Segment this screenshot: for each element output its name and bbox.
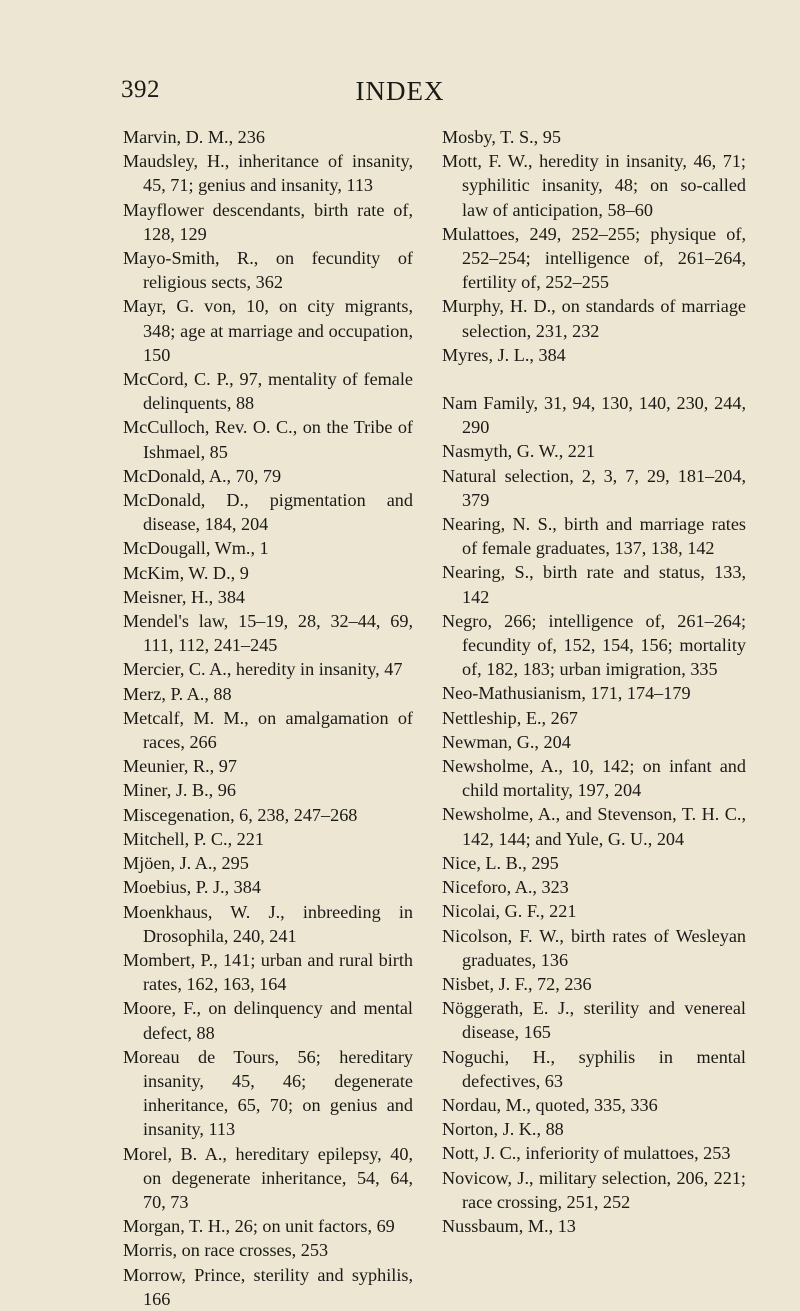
index-entry: McDougall, Wm., 1 (123, 538, 269, 559)
index-entry: Mitchell, P. C., 221 (123, 828, 264, 849)
index-entry: Mendel's law, 15–19, 28, 32–44, 69, 111, 112, 241–245 (123, 611, 413, 656)
index-entry: Morgan, T. H., 26; on unit factors, 69 (123, 1216, 395, 1237)
index-entry: Nearing, S., birth rate and status, 133, 142 (442, 562, 746, 607)
index-entry: Maudsley, H., inheritance of insanity, 45, 71; genius and insanity, 113 (123, 151, 413, 196)
index-entry: Meisner, H., 384 (123, 586, 246, 607)
index-entry: Mulattoes, 249, 252–255; physique of, 252–254; intelligence of, 261–264, fertility of, 252–255 (442, 223, 746, 293)
index-entry: McDonald, D., pigmentation and disease, 184, 204 (123, 490, 413, 535)
index-entry: Mayr, G. von, 10, on city migrants, 348; age at marriage and occupation, 150 (123, 296, 413, 365)
index-entry: Merz, P. A., 88 (123, 683, 232, 704)
index-entry: Natural selection, 2, 3, 7, 29, 181–204, 379 (442, 465, 746, 510)
index-entry: McCulloch, Rev. O. C., on the Tribe of Ishmael, 85 (123, 417, 413, 462)
index-entry: Morrow, Prince, sterility and syphilis, 166 (123, 1264, 413, 1309)
index-entry: Neo-Mathusianism, 171, 174–179 (442, 683, 691, 704)
index-entry: Murphy, H. D., on standards of marriage selection, 231, 232 (442, 296, 746, 341)
index-entry: Moreau de Tours, 56; hereditary insanity, 45, 46; degenerate inheritance, 65, 70; on genius and insanity, 113 (123, 1046, 413, 1140)
index-entry: Mott, F. W., heredity in insanity, 46, 71; syphilitic insanity, 48; on so-called law of anticipation, 58–60 (442, 151, 746, 220)
index-entry: Nussbaum, M., 13 (442, 1215, 576, 1236)
index-entry: Mercier, C. A., heredity in insanity, 47 (123, 659, 403, 680)
index-entry: Marvin, D. M., 236 (123, 127, 265, 147)
index-entry: Nicolai, G. F., 221 (442, 901, 577, 922)
index-entry: Noguchi, H., syphilis in mental defectives, 63 (442, 1046, 746, 1091)
index-entry: Mombert, P., 141; urban and rural birth rates, 162, 163, 164 (123, 949, 413, 995)
index-entry: Norton, J. K., 88 (442, 1119, 564, 1140)
page-title: INDEX (355, 76, 445, 106)
index-column-right (442, 125, 746, 1238)
index-entry: Mosby, T. S., 95 (442, 127, 561, 147)
index-entry: Miscegenation, 6, 238, 247–268 (123, 804, 358, 825)
index-entry: Novicow, J., military selection, 206, 221; race crossing, 251, 252 (442, 1167, 746, 1212)
index-entry: Moore, F., on delinquency and mental defect, 88 (123, 998, 413, 1043)
index-entry: Negro, 266; intelligence of, 261–264; fecundity of, 152, 154, 156; mortality of, 182, 183; urban imigration, 335 (442, 610, 746, 680)
index-entry: Mjöen, J. A., 295 (123, 853, 249, 874)
index-entry: Newman, G., 204 (442, 731, 571, 752)
index-entry: Nettleship, E., 267 (442, 707, 578, 728)
index-entry: Nöggerath, E. J., sterility and venereal disease, 165 (442, 998, 746, 1043)
index-entry: Nott, J. C., inferiority of mulattoes, 253 (442, 1143, 731, 1164)
index-entry: Metcalf, M. M., on amalgamation of races, 266 (123, 707, 413, 753)
index-entry: Mayo-Smith, R., on fecundity of religious sects, 362 (123, 248, 413, 293)
index-column-left (123, 125, 413, 1311)
index-entry: Moebius, P. J., 384 (123, 877, 261, 898)
index-entry: McDonald, A., 70, 79 (123, 465, 282, 486)
index-entry: McCord, C. P., 97, mentality of female delinquents, 88 (123, 369, 413, 414)
index-entry: Newsholme, A., and Stevenson, T. H. C., 142, 144; and Yule, G. U., 204 (442, 804, 746, 849)
index-entry: Morel, B. A., hereditary epilepsy, 40, on degenerate inheritance, 54, 64, 70, 73 (123, 1143, 413, 1212)
index-entry: Nicolson, F. W., birth rates of Wesleyan graduates, 136 (442, 925, 746, 970)
index-entry: Nisbet, J. F., 72, 236 (442, 973, 592, 994)
index-entry: Miner, J. B., 96 (123, 780, 236, 801)
index-entry: Nearing, N. S., birth and marriage rates of female graduates, 137, 138, 142 (442, 514, 746, 559)
index-entry: Niceforo, A., 323 (442, 877, 569, 898)
index-entry: McKim, W. D., 9 (123, 562, 249, 583)
index-entry: Nordau, M., quoted, 335, 336 (442, 1094, 658, 1115)
index-entry: Newsholme, A., 10, 142; on infant and child mortality, 197, 204 (442, 756, 746, 801)
index-entry: Mayflower descendants, birth rate of, 128, 129 (123, 199, 413, 244)
index-entry: Morris, on race crosses, 253 (123, 1240, 329, 1261)
index-entry: Myres, J. L., 384 (442, 344, 566, 365)
index-entry: Nam Family, 31, 94, 130, 140, 230, 244, 290 (442, 393, 746, 438)
index-entry: Meunier, R., 97 (123, 756, 237, 777)
page-number: 392 (121, 76, 160, 103)
index-entry: Nasmyth, G. W., 221 (442, 441, 596, 462)
index-entry: Moenkhaus, W. J., inbreeding in Drosophila, 240, 241 (123, 901, 413, 946)
index-entry: Nice, L. B., 295 (442, 852, 559, 873)
